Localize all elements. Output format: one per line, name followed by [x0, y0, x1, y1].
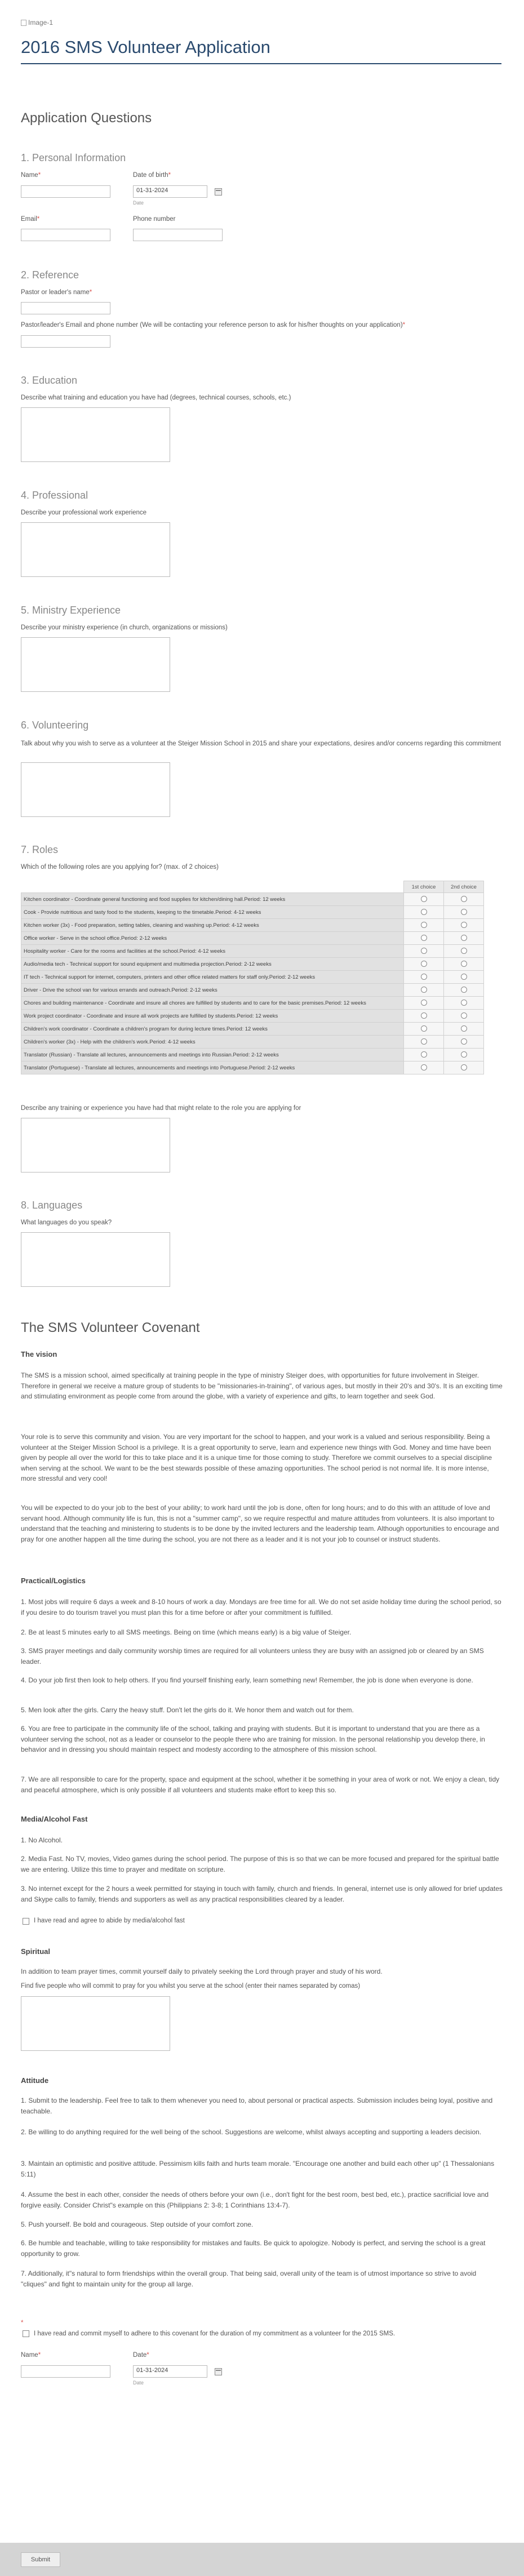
role-name: Children's work coordinator - Coordinate a children's program for during lecture times.Period: 12 weeks	[21, 1023, 404, 1036]
role-first-choice-cell	[404, 984, 444, 997]
role-first-choice-radio[interactable]	[421, 1051, 427, 1058]
role-first-choice-cell	[404, 1062, 444, 1074]
covenant-name-input[interactable]	[21, 2365, 110, 2378]
role-second-choice-radio[interactable]	[461, 948, 467, 954]
role-name: Kitchen worker (3x) - Food preparation, setting tables, cleaning and washing up.Period: 4-12 weeks	[21, 919, 404, 932]
role-name: Translator (Portuguese) - Translate all lectures, announcements and meetings into Portuguese.Period: 2-12 weeks	[21, 1062, 404, 1074]
languages-label: What languages do you speak?	[21, 1219, 112, 1226]
role-second-choice-radio[interactable]	[461, 1051, 467, 1058]
role-row	[21, 1036, 484, 1049]
role-second-choice-radio[interactable]	[461, 961, 467, 967]
role-second-choice-cell	[444, 1010, 484, 1023]
role-first-choice-cell	[404, 997, 444, 1010]
role-training-label: Describe any training or experience you have had that might relate to the role you are applying for	[21, 1105, 301, 1112]
role-name: Cook - Provide nutritious and tasty food to the students, keeping to the timetable.Period: 4-12 weeks	[21, 906, 404, 919]
practical-item: 1. Most jobs will require 6 days a week and 8-10 hours of work a day. Mondays are free time for all. We do not set aside holiday time during the school period, so if you desire to do tourism travel you must plan this for a time before or after your commitment is fulfilled.	[21, 1598, 501, 1616]
role-row	[21, 893, 484, 906]
practical-heading: Practical/Logistics	[21, 1576, 86, 1585]
role-first-choice-cell	[404, 932, 444, 945]
role-second-choice-cell	[444, 932, 484, 945]
role-row	[21, 1049, 484, 1062]
role-row	[21, 1062, 484, 1074]
role-name: Work project coordinator - Coordinate and insure all work projects are fulfilled by students.Period: 12 weeks	[21, 1010, 404, 1023]
role-second-choice-radio[interactable]	[461, 909, 467, 915]
role-second-choice-radio[interactable]	[461, 1000, 467, 1006]
role-first-choice-radio[interactable]	[421, 935, 427, 941]
role-row	[21, 906, 484, 919]
role-first-choice-cell	[404, 919, 444, 932]
section-title-roles: 7. Roles	[21, 844, 59, 855]
volunteering-textarea[interactable]	[21, 762, 170, 817]
ministry-textarea[interactable]	[21, 637, 170, 692]
role-second-choice-radio[interactable]	[461, 1064, 467, 1071]
role-second-choice-radio[interactable]	[461, 1012, 467, 1019]
media-item: 2. Media Fast. No TV, movies, Video games during the school period. The purpose of this is so that we can be more focused and prepared for the spiritual battle we are entering. Utilize this time to prayer and meditate on scripture.	[21, 1855, 499, 1873]
role-first-choice-radio[interactable]	[421, 896, 427, 902]
professional-textarea[interactable]	[21, 522, 170, 577]
email-input[interactable]	[21, 229, 110, 241]
role-second-choice-radio[interactable]	[461, 896, 467, 902]
ministry-label: Describe your ministry experience (in church, organizations or missions)	[21, 624, 228, 631]
role-second-choice-radio[interactable]	[461, 974, 467, 980]
practical-item: 7. We are all responsible to care for the property, space and equipment at the school, whether it be something in your area of work or not. We enjoy a clean, tidy and peaceful atmosphere, which is only possible if all volunteers and students make effort to keep this so.	[21, 1775, 500, 1794]
attitude-item: 5. Push yourself. Be bold and courageous. Step outside of your comfort zone.	[21, 2220, 254, 2228]
role-second-choice-cell	[444, 971, 484, 984]
vision-paragraph: The SMS is a mission school, aimed specifically at training people in the type of ministry Steiger does, with opportunities for future involvement in Steiger. Therefore in general we receive a mature group of students to be "missionaries-in-training", of various ages, but mostly in their 20's and 30's. It is an exciting time and stimulating environment as people come from around the globe, with a variety of experience and gifts, to learn together and seek God.	[21, 1371, 503, 1400]
volunteering-label: Talk about why you wish to serve as a volunteer at the Steiger Mission School in 2015 and share your expectations, desires and/or concerns regarding this commitment	[21, 740, 501, 747]
role-first-choice-cell	[404, 958, 444, 971]
role-row	[21, 958, 484, 971]
dob-input[interactable]: 01-31-2024	[133, 185, 207, 198]
education-textarea[interactable]	[21, 407, 170, 462]
role-second-choice-cell	[444, 984, 484, 997]
role-first-choice-radio[interactable]	[421, 1012, 427, 1019]
roles-question: Which of the following roles are you applying for? (max. of 2 choices)	[21, 864, 219, 870]
practical-item: 2. Be at least 5 minutes early to all SMS meetings. Being on time (which means early) is a big value of Steiger.	[21, 1628, 352, 1636]
attitude-item: 4. Assume the best in each other, consider the needs of others before your own (i.e., don't fight for the best room, best bed, etc.), practice sacrificial love and forgive easily. Consider Christ"s example on this (Philippians 2: 3-8; 1 Corinthians 13:4-7).	[21, 2191, 489, 2209]
covenant-title: The SMS Volunteer Covenant	[21, 1320, 200, 1335]
role-name: Translator (Russian) - Translate all lectures, announcements and meetings into Russian.Period: 2-12 weeks	[21, 1049, 404, 1062]
role-first-choice-cell	[404, 906, 444, 919]
logo-alt-text: Image-1	[28, 19, 54, 26]
vision-paragraph: You will be expected to do your job to the best of your ability; to work hard until the job is done, often for long hours; and to do this with an attitude of love and servant hood. Although community life is fun, this is not a "summer camp", so we require respectful and mature attitudes from volunteers. It is also important to understand that the teaching and ministering to students is to be done by the invited lecturers and the leadership team. Although opportunities to encourage and pray for one another happen all the time during the school, you are not there as a leader and it is not your job to counsel or instruct students.	[21, 1504, 499, 1543]
prayer-partners-textarea[interactable]	[21, 1996, 170, 2051]
dob-label: Date of birth*	[133, 172, 171, 179]
role-training-textarea[interactable]	[21, 1118, 170, 1172]
role-second-choice-cell	[444, 1062, 484, 1074]
practical-item: 6. You are free to participate in the community life of the school, talking and praying with students. But it is important to understand that you are there as a volunteer serving the school, not as a leader or counselor to the people there who are training for mission. In the personal relationship you develop there, in behavior and in dressing you should maintain respect and modesty according to the atmosphere of this mission school.	[21, 1725, 485, 1753]
attitude-item: 2. Be willing to do anything required for the well being of the school. Suggestions are welcome, whilst always accepting and supporting a leaders decision.	[21, 2128, 482, 2136]
dob-hint: Date	[133, 200, 144, 206]
covenant-date-input[interactable]: 01-31-2024	[133, 2365, 207, 2378]
role-name: Kitchen coordinator - Coordinate general functioning and food supplies for kitchen/dining hall.Period: 12 weeks	[21, 893, 404, 906]
practical-item: 4. Do your job first then look to help others. If you find yourself finishing early, learn something new! Remember, the job is done when everyone is done.	[21, 1676, 473, 1684]
attitude-item: 3. Maintain an optimistic and positive attitude. Pessimism kills faith and hurts team morale. "Encourage one another and build each other up" (1 Thessalonians 5:11)	[21, 2160, 495, 2178]
practical-item: 3. SMS prayer meetings and daily community worship times are required for all volunteers unless they are busy with an assigned job or cleared by an SMS leader.	[21, 1647, 484, 1665]
role-first-choice-radio[interactable]	[421, 974, 427, 980]
role-second-choice-cell	[444, 919, 484, 932]
attitude-heading: Attitude	[21, 2076, 49, 2085]
roles-table	[21, 881, 484, 1074]
role-second-choice-radio[interactable]	[461, 987, 467, 993]
vision-paragraph: Your role is to serve this community and vision. You are very important for the school to happen, and your work is a valued and serious responsibility. Being a volunteer at the Steiger Mission School is a privilege. It is a great opportunity to serve, learn and experience new things with God. Money and time have been given by people all over the world for this to take place and it is a unique time for those coming to study. Therefore we commit ourselves to a special discipline when serving at the school. We want to be the best stewards possible of these amazing opportunities. The school period is not normal life. It is more intense, more stressful and very cool!	[21, 1433, 492, 1482]
role-second-choice-cell	[444, 893, 484, 906]
role-name: Chores and building maintenance - Coordinate and insure all chores are fulfilled by students and to care for the basic premises.Period: 12 weeks	[21, 997, 404, 1010]
role-second-choice-radio[interactable]	[461, 1025, 467, 1032]
roles-header-blank	[21, 881, 404, 893]
title-divider	[21, 63, 501, 64]
role-second-choice-cell	[444, 1049, 484, 1062]
role-row	[21, 997, 484, 1010]
role-first-choice-radio[interactable]	[421, 948, 427, 954]
role-first-choice-cell	[404, 945, 444, 958]
attitude-item: 6. Be humble and teachable, willing to take responsibility for mistakes and faults. Be quick to apologize. Nobody is perfect, and serving the school is a great opportunity to grow.	[21, 2239, 486, 2258]
col-first-choice: 1st choice	[404, 881, 444, 893]
role-first-choice-radio[interactable]	[421, 1000, 427, 1006]
covenant-name-label: Name*	[21, 2352, 41, 2359]
covenant-date-hint: Date	[133, 2380, 144, 2386]
broken-image-icon	[21, 20, 26, 26]
media-heading: Media/Alcohol Fast	[21, 1815, 88, 1823]
role-first-choice-cell	[404, 1036, 444, 1049]
role-row	[21, 971, 484, 984]
section-title-reference: 2. Reference	[21, 269, 79, 281]
section-title-education: 3. Education	[21, 375, 78, 386]
role-first-choice-radio[interactable]	[421, 961, 427, 967]
role-row	[21, 945, 484, 958]
role-second-choice-cell	[444, 906, 484, 919]
role-second-choice-radio[interactable]	[461, 935, 467, 941]
role-name: Driver - Drive the school van for various errands and outreach.Period: 2-12 weeks	[21, 984, 404, 997]
media-agree-checkbox[interactable]	[23, 1918, 29, 1925]
role-name: Audio/media tech - Technical support for sound equipment and multimedia projection.Period: 2-12 weeks	[21, 958, 404, 971]
section-title-languages: 8. Languages	[21, 1200, 83, 1211]
media-agree-label: I have read and agree to abide by media/alcohol fast	[34, 1917, 185, 1924]
phone-label: Phone number	[133, 216, 176, 223]
page-title: 2016 SMS Volunteer Application	[21, 37, 270, 57]
role-row	[21, 919, 484, 932]
role-row	[21, 1023, 484, 1036]
role-first-choice-cell	[404, 1023, 444, 1036]
pastor-name-label: Pastor or leader's name*	[21, 289, 92, 296]
role-first-choice-radio[interactable]	[421, 922, 427, 928]
email-label: Email*	[21, 216, 40, 223]
role-second-choice-cell	[444, 1023, 484, 1036]
role-name: Hospitality worker - Care for the rooms and facilities at the school.Period: 4-12 weeks	[21, 945, 404, 958]
section-title-volunteering: 6. Volunteering	[21, 719, 89, 731]
calendar-icon[interactable]	[215, 2368, 222, 2375]
logo-image	[21, 19, 53, 26]
submit-button[interactable]: Submit	[21, 2552, 60, 2567]
form-footer	[0, 2543, 524, 2576]
prayer-partners-label: Find five people who will commit to pray for you whilst you serve at the school (enter their names separated by comas)	[21, 1983, 361, 1989]
role-second-choice-radio[interactable]	[461, 1038, 467, 1045]
role-row	[21, 984, 484, 997]
role-first-choice-radio[interactable]	[421, 909, 427, 915]
final-agree-checkbox[interactable]	[23, 2330, 29, 2337]
final-agree-required-mark: *	[21, 2320, 24, 2326]
final-agree-label: I have read and commit myself to adhere to this covenant for the duration of my commitment as a volunteer for the 2015 SMS.	[34, 2330, 396, 2337]
calendar-icon[interactable]	[215, 188, 222, 196]
role-row	[21, 932, 484, 945]
col-second-choice: 2nd choice	[444, 881, 484, 893]
role-first-choice-radio[interactable]	[421, 1064, 427, 1071]
name-input[interactable]	[21, 185, 110, 198]
role-first-choice-radio[interactable]	[421, 1025, 427, 1032]
role-name: Children's worker (3x) - Help with the children's work.Period: 4-12 weeks	[21, 1036, 404, 1049]
media-item: 1. No Alcohol.	[21, 1836, 63, 1844]
role-first-choice-radio[interactable]	[421, 1038, 427, 1045]
section-title-ministry: 5. Ministry Experience	[21, 605, 121, 616]
role-first-choice-radio[interactable]	[421, 987, 427, 993]
professional-label: Describe your professional work experience	[21, 509, 147, 516]
attitude-item: 7. Additionally, it"s natural to form friendships within the overall group. That being said, overall unity of the team is of utmost importance so strive to avoid "cliques" and fight to maintain unity for the group all large.	[21, 2269, 477, 2288]
education-label: Describe what training and education you have had (degrees, technical courses, schools, etc.)	[21, 394, 291, 401]
role-first-choice-cell	[404, 1049, 444, 1062]
practical-item: 5. Men look after the girls. Carry the heavy stuff. Don't let the girls do it. We honor them and watch out for them.	[21, 1706, 354, 1714]
spiritual-heading: Spiritual	[21, 1947, 51, 1956]
section-title-professional: 4. Professional	[21, 490, 88, 501]
phone-input[interactable]	[133, 229, 223, 241]
covenant-date-label: Date*	[133, 2352, 149, 2359]
attitude-item: 1. Submit to the leadership. Feel free to talk to them whenever you need to, about personal or practical aspects. Submission includes being loyal, positive and teachable.	[21, 2097, 493, 2115]
role-name: Office worker - Serve in the school office.Period: 2-12 weeks	[21, 932, 404, 945]
role-second-choice-radio[interactable]	[461, 922, 467, 928]
pastor-contact-label: Pastor/leader's Email and phone number (We will be contacting your reference person to ask for his/her thoughts on your application)*	[21, 322, 406, 328]
role-first-choice-cell	[404, 893, 444, 906]
spiritual-paragraph: In addition to team prayer times, commit yourself daily to privately seeking the Lord through prayer and study of his word.	[21, 1967, 383, 1975]
role-second-choice-cell	[444, 958, 484, 971]
role-second-choice-cell	[444, 997, 484, 1010]
role-first-choice-cell	[404, 1010, 444, 1023]
section-title-personal: 1. Personal Information	[21, 152, 126, 163]
page-subtitle: Application Questions	[21, 110, 152, 126]
role-second-choice-cell	[444, 945, 484, 958]
media-item: 3. No internet except for the 2 hours a week permitted for staying in touch with family, church and friends. In general, internet use is only allowed for brief updates and Skype calls to family, friends and supporters as well as any practical responsibilities cleared by a leader.	[21, 1885, 503, 1903]
languages-textarea[interactable]	[21, 1232, 170, 1287]
pastor-contact-input[interactable]	[21, 335, 110, 348]
role-first-choice-cell	[404, 971, 444, 984]
role-name: IT tech - Technical support for internet, computers, printers and other office related matters for staff only.Period: 2-12 weeks	[21, 971, 404, 984]
role-row	[21, 1010, 484, 1023]
pastor-name-input[interactable]	[21, 302, 110, 314]
name-label: Name*	[21, 172, 41, 179]
role-second-choice-cell	[444, 1036, 484, 1049]
vision-heading: The vision	[21, 1350, 57, 1358]
